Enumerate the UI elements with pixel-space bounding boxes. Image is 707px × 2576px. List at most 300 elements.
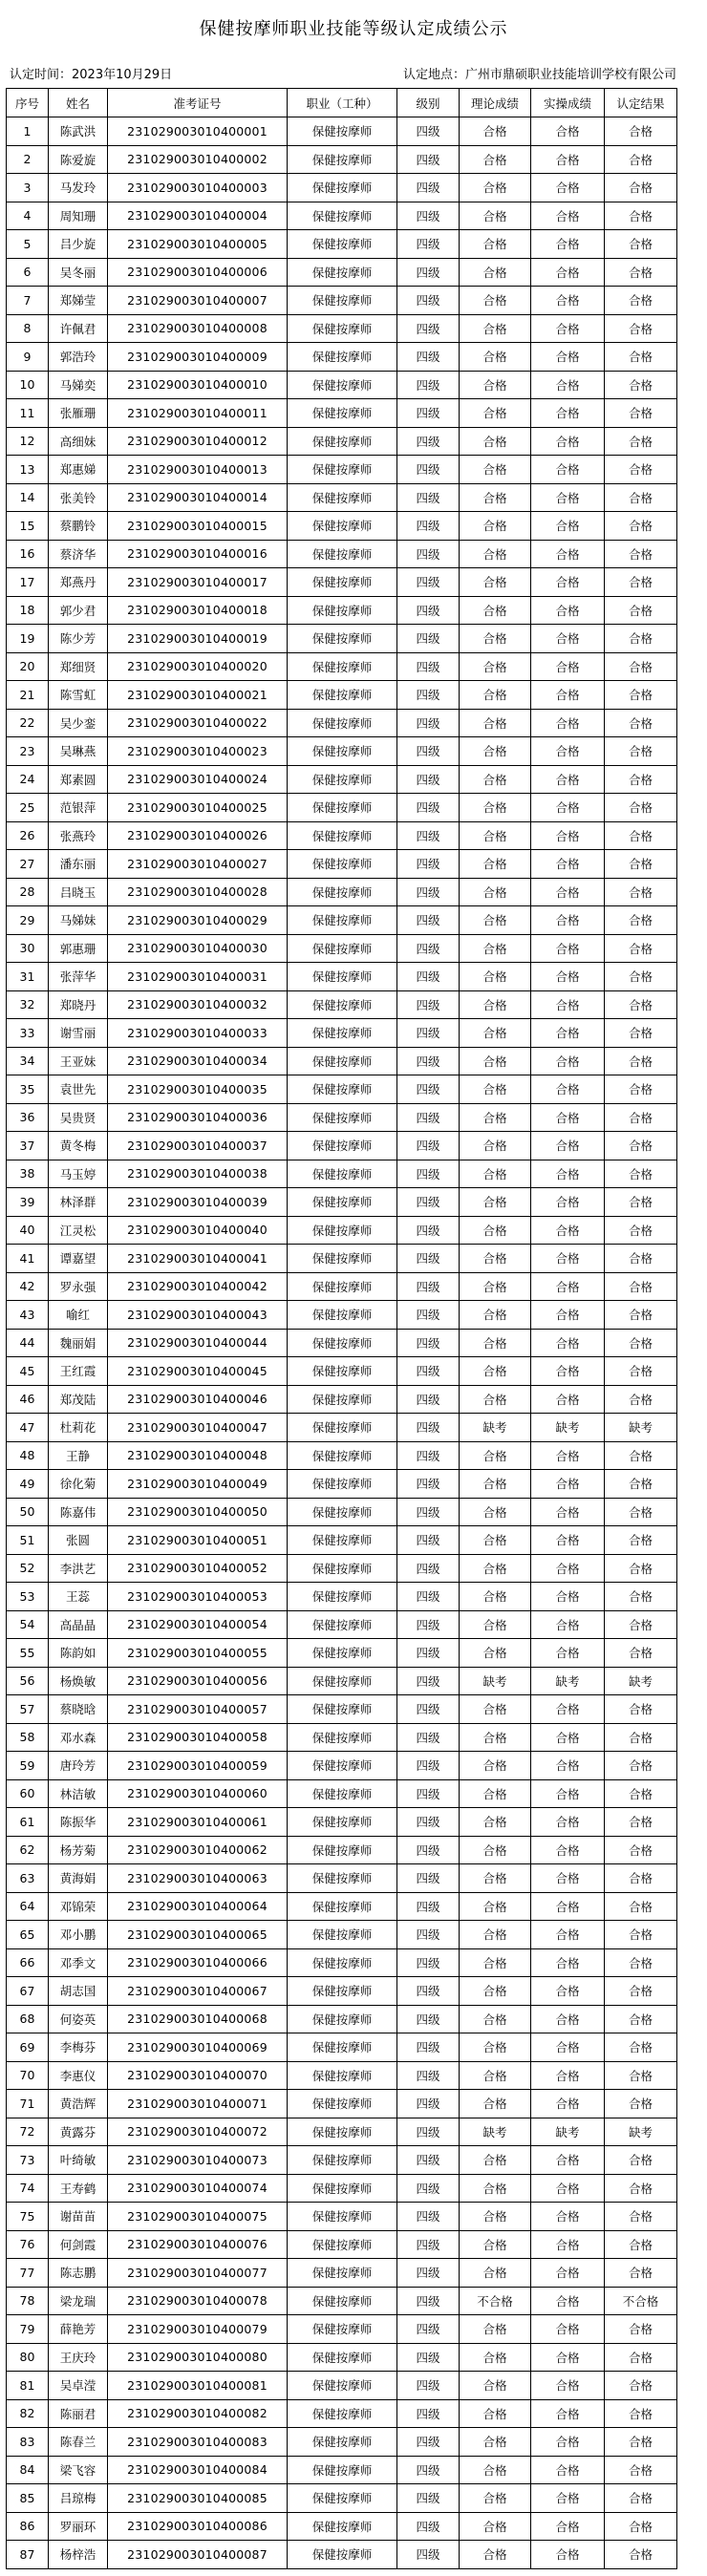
cell-exam-id: 231029003010400030 xyxy=(108,934,288,963)
cell-name: 杜莉花 xyxy=(49,1414,108,1442)
cell-practice: 合格 xyxy=(531,1892,605,1921)
cell-result: 合格 xyxy=(605,1921,677,1949)
cell-theory: 合格 xyxy=(460,258,531,287)
cell-no: 55 xyxy=(7,1639,49,1668)
cell-practice: 合格 xyxy=(531,2399,605,2428)
cell-job: 保健按摩师 xyxy=(288,1019,397,1048)
cell-job: 保健按摩师 xyxy=(288,1385,397,1414)
cell-theory: 合格 xyxy=(460,343,531,372)
cell-result: 合格 xyxy=(605,343,677,372)
cell-theory: 合格 xyxy=(460,709,531,737)
cell-practice: 合格 xyxy=(531,2512,605,2541)
cell-practice: 合格 xyxy=(531,1160,605,1188)
cell-no: 74 xyxy=(7,2174,49,2203)
table-row xyxy=(7,1695,677,1724)
cell-result: 合格 xyxy=(605,2061,677,2090)
cell-practice: 合格 xyxy=(531,174,605,202)
cell-level: 四级 xyxy=(397,1779,460,1808)
cell-no: 58 xyxy=(7,1723,49,1752)
cell-result: 合格 xyxy=(605,287,677,315)
cell-practice: 合格 xyxy=(531,2343,605,2372)
cell-result: 合格 xyxy=(605,709,677,737)
table-row xyxy=(7,1526,677,1555)
cell-result: 合格 xyxy=(605,1498,677,1526)
cell-practice: 合格 xyxy=(531,427,605,456)
cell-no: 8 xyxy=(7,314,49,343)
cell-job: 保健按摩师 xyxy=(288,117,397,146)
cell-name: 吴贵贤 xyxy=(49,1103,108,1132)
cell-exam-id: 231029003010400081 xyxy=(108,2372,288,2400)
cell-job: 保健按摩师 xyxy=(288,2061,397,2090)
cell-job: 保健按摩师 xyxy=(288,174,397,202)
cell-no: 60 xyxy=(7,1779,49,1808)
cell-practice: 合格 xyxy=(531,2484,605,2513)
cell-level: 四级 xyxy=(397,1160,460,1188)
cell-level: 四级 xyxy=(397,1921,460,1949)
cell-result: 缺考 xyxy=(605,1414,677,1442)
cell-practice: 合格 xyxy=(531,1583,605,1611)
cell-name: 马娣奕 xyxy=(49,371,108,399)
cell-no: 12 xyxy=(7,427,49,456)
cell-practice: 合格 xyxy=(531,1977,605,2006)
cell-exam-id: 231029003010400064 xyxy=(108,1892,288,1921)
cell-no: 77 xyxy=(7,2259,49,2288)
cell-practice: 合格 xyxy=(531,1779,605,1808)
table-row xyxy=(7,1723,677,1752)
cell-result: 合格 xyxy=(605,1216,677,1245)
cell-practice: 合格 xyxy=(531,1103,605,1132)
table-row xyxy=(7,1583,677,1611)
cell-no: 65 xyxy=(7,1921,49,1949)
cell-theory: 合格 xyxy=(460,2230,531,2259)
cell-theory: 合格 xyxy=(460,1216,531,1245)
cell-result: 合格 xyxy=(605,850,677,879)
cell-level: 四级 xyxy=(397,934,460,963)
cell-level: 四级 xyxy=(397,2146,460,2175)
cell-practice: 合格 xyxy=(531,258,605,287)
table-row xyxy=(7,990,677,1019)
cell-job: 保健按摩师 xyxy=(288,821,397,850)
cell-job: 保健按摩师 xyxy=(288,2033,397,2062)
cell-no: 79 xyxy=(7,2315,49,2344)
cell-name: 林洁敏 xyxy=(49,1779,108,1808)
cell-practice: 合格 xyxy=(531,1272,605,1301)
cell-practice: 合格 xyxy=(531,2174,605,2203)
cell-job: 保健按摩师 xyxy=(288,1948,397,1977)
cell-level: 四级 xyxy=(397,371,460,399)
table-row xyxy=(7,596,677,625)
cell-no: 49 xyxy=(7,1470,49,1499)
cell-exam-id: 231029003010400071 xyxy=(108,2090,288,2118)
cell-job: 保健按摩师 xyxy=(288,568,397,597)
cell-result: 合格 xyxy=(605,1245,677,1273)
cell-exam-id: 231029003010400031 xyxy=(108,963,288,991)
table-row xyxy=(7,709,677,737)
cell-exam-id: 231029003010400037 xyxy=(108,1132,288,1160)
cell-level: 四级 xyxy=(397,2428,460,2457)
cell-practice: 合格 xyxy=(531,2287,605,2315)
cell-level: 四级 xyxy=(397,117,460,146)
cell-name: 张雁珊 xyxy=(49,399,108,428)
cell-name: 杨梓浩 xyxy=(49,2541,108,2569)
cell-theory: 合格 xyxy=(460,681,531,710)
cell-result: 合格 xyxy=(605,821,677,850)
cell-exam-id: 231029003010400078 xyxy=(108,2287,288,2315)
cell-name: 唐玲芳 xyxy=(49,1752,108,1780)
cell-practice: 合格 xyxy=(531,2315,605,2344)
cell-job: 保健按摩师 xyxy=(288,2230,397,2259)
cell-job: 保健按摩师 xyxy=(288,512,397,541)
table-row xyxy=(7,2428,677,2457)
cell-practice: 合格 xyxy=(531,1019,605,1048)
cell-result: 合格 xyxy=(605,117,677,146)
cell-job: 保健按摩师 xyxy=(288,794,397,822)
cell-name: 陈春兰 xyxy=(49,2428,108,2457)
cell-practice: 合格 xyxy=(531,371,605,399)
cell-result: 合格 xyxy=(605,2372,677,2400)
cell-no: 75 xyxy=(7,2203,49,2231)
cell-no: 68 xyxy=(7,2005,49,2033)
cell-name: 郑晓丹 xyxy=(49,990,108,1019)
cell-no: 26 xyxy=(7,821,49,850)
cell-level: 四级 xyxy=(397,652,460,681)
cell-practice: 合格 xyxy=(531,652,605,681)
cell-level: 四级 xyxy=(397,512,460,541)
cell-theory: 合格 xyxy=(460,427,531,456)
cell-practice: 合格 xyxy=(531,2541,605,2569)
cell-result: 合格 xyxy=(605,230,677,259)
cell-exam-id: 231029003010400021 xyxy=(108,681,288,710)
cell-job: 保健按摩师 xyxy=(288,1836,397,1864)
cell-result: 合格 xyxy=(605,456,677,484)
cell-exam-id: 231029003010400046 xyxy=(108,1385,288,1414)
cell-name: 吕少旋 xyxy=(49,230,108,259)
cell-theory: 合格 xyxy=(460,145,531,174)
cell-exam-id: 231029003010400080 xyxy=(108,2343,288,2372)
cell-job: 保健按摩师 xyxy=(288,1103,397,1132)
cell-level: 四级 xyxy=(397,2343,460,2372)
table-row xyxy=(7,1498,677,1526)
cell-level: 四级 xyxy=(397,2399,460,2428)
cell-job: 保健按摩师 xyxy=(288,2287,397,2315)
cell-result: 合格 xyxy=(605,1864,677,1893)
cell-exam-id: 231029003010400028 xyxy=(108,878,288,906)
table-row xyxy=(7,878,677,906)
cell-no: 47 xyxy=(7,1414,49,1442)
cell-job: 保健按摩师 xyxy=(288,2372,397,2400)
table-row xyxy=(7,2230,677,2259)
cell-exam-id: 231029003010400016 xyxy=(108,540,288,568)
cell-exam-id: 231029003010400050 xyxy=(108,1498,288,1526)
cell-result: 合格 xyxy=(605,2230,677,2259)
cell-job: 保健按摩师 xyxy=(288,1357,397,1386)
cell-practice: 合格 xyxy=(531,1132,605,1160)
cell-name: 陈振华 xyxy=(49,1808,108,1837)
cell-level: 四级 xyxy=(397,2005,460,2033)
cell-level: 四级 xyxy=(397,174,460,202)
cell-result: 合格 xyxy=(605,681,677,710)
cell-level: 四级 xyxy=(397,2372,460,2400)
cell-level: 四级 xyxy=(397,1723,460,1752)
cell-level: 四级 xyxy=(397,202,460,230)
cell-practice: 合格 xyxy=(531,2456,605,2484)
cell-exam-id: 231029003010400045 xyxy=(108,1357,288,1386)
cell-job: 保健按摩师 xyxy=(288,540,397,568)
cell-no: 48 xyxy=(7,1441,49,1470)
cell-exam-id: 231029003010400052 xyxy=(108,1554,288,1583)
cell-exam-id: 231029003010400040 xyxy=(108,1216,288,1245)
cell-job: 保健按摩师 xyxy=(288,737,397,766)
cell-exam-id: 231029003010400076 xyxy=(108,2230,288,2259)
cell-practice: 合格 xyxy=(531,2061,605,2090)
header-name: 姓名 xyxy=(49,89,108,117)
cell-theory: 合格 xyxy=(460,794,531,822)
cell-theory: 合格 xyxy=(460,1470,531,1499)
cell-no: 76 xyxy=(7,2230,49,2259)
cell-no: 6 xyxy=(7,258,49,287)
cell-exam-id: 231029003010400033 xyxy=(108,1019,288,1048)
cell-exam-id: 231029003010400084 xyxy=(108,2456,288,2484)
cell-theory: 合格 xyxy=(460,1329,531,1357)
cell-job: 保健按摩师 xyxy=(288,314,397,343)
cell-result: 合格 xyxy=(605,1272,677,1301)
cell-no: 66 xyxy=(7,1948,49,1977)
table-row xyxy=(7,1132,677,1160)
cell-practice: 合格 xyxy=(531,1554,605,1583)
cell-level: 四级 xyxy=(397,681,460,710)
cell-no: 72 xyxy=(7,2118,49,2146)
cell-level: 四级 xyxy=(397,314,460,343)
cell-name: 谢雪丽 xyxy=(49,1019,108,1048)
cell-job: 保健按摩师 xyxy=(288,1639,397,1668)
cell-exam-id: 231029003010400049 xyxy=(108,1470,288,1499)
cell-job: 保健按摩师 xyxy=(288,2315,397,2344)
cell-theory: 缺考 xyxy=(460,2118,531,2146)
cell-name: 杨焕敏 xyxy=(49,1667,108,1695)
cell-practice: 合格 xyxy=(531,456,605,484)
cell-no: 54 xyxy=(7,1610,49,1639)
cell-practice: 合格 xyxy=(531,990,605,1019)
cell-theory: 合格 xyxy=(460,1977,531,2006)
cell-level: 四级 xyxy=(397,287,460,315)
cell-no: 7 xyxy=(7,287,49,315)
cell-result: 合格 xyxy=(605,145,677,174)
cell-job: 保健按摩师 xyxy=(288,2090,397,2118)
cell-no: 4 xyxy=(7,202,49,230)
cell-result: 合格 xyxy=(605,512,677,541)
cell-job: 保健按摩师 xyxy=(288,1779,397,1808)
cell-job: 保健按摩师 xyxy=(288,1498,397,1526)
cell-level: 四级 xyxy=(397,2512,460,2541)
cell-practice: 合格 xyxy=(531,202,605,230)
cell-exam-id: 231029003010400034 xyxy=(108,1047,288,1075)
cell-result: 合格 xyxy=(605,1639,677,1668)
cell-job: 保健按摩师 xyxy=(288,2203,397,2231)
cell-level: 四级 xyxy=(397,821,460,850)
cell-no: 16 xyxy=(7,540,49,568)
cell-level: 四级 xyxy=(397,1441,460,1470)
cell-job: 保健按摩师 xyxy=(288,1723,397,1752)
cell-theory: 合格 xyxy=(460,1948,531,1977)
cell-name: 喻红 xyxy=(49,1301,108,1330)
cell-no: 83 xyxy=(7,2428,49,2457)
cell-job: 保健按摩师 xyxy=(288,145,397,174)
cell-level: 四级 xyxy=(397,709,460,737)
cell-result: 合格 xyxy=(605,1301,677,1330)
cell-no: 32 xyxy=(7,990,49,1019)
cell-exam-id: 231029003010400067 xyxy=(108,1977,288,2006)
cell-no: 86 xyxy=(7,2512,49,2541)
cell-exam-id: 231029003010400006 xyxy=(108,258,288,287)
cell-practice: 合格 xyxy=(531,1245,605,1273)
table-row xyxy=(7,2061,677,2090)
cell-level: 四级 xyxy=(397,2484,460,2513)
cell-name: 李惠仪 xyxy=(49,2061,108,2090)
cell-practice: 合格 xyxy=(531,850,605,879)
cell-job: 保健按摩师 xyxy=(288,1272,397,1301)
table-row xyxy=(7,456,677,484)
cell-theory: 缺考 xyxy=(460,1414,531,1442)
cell-level: 四级 xyxy=(397,1977,460,2006)
cell-name: 邓小鹏 xyxy=(49,1921,108,1949)
cell-result: 合格 xyxy=(605,427,677,456)
cell-exam-id: 231029003010400072 xyxy=(108,2118,288,2146)
cell-level: 四级 xyxy=(397,1836,460,1864)
cell-name: 高晶晶 xyxy=(49,1610,108,1639)
cell-exam-id: 231029003010400051 xyxy=(108,1526,288,1555)
cell-level: 四级 xyxy=(397,1385,460,1414)
cell-practice: 合格 xyxy=(531,343,605,372)
cell-exam-id: 231029003010400083 xyxy=(108,2428,288,2457)
table-row xyxy=(7,1075,677,1104)
cell-job: 保健按摩师 xyxy=(288,1301,397,1330)
table-row xyxy=(7,1554,677,1583)
cell-result: 合格 xyxy=(605,1329,677,1357)
cell-no: 50 xyxy=(7,1498,49,1526)
cell-practice: 合格 xyxy=(531,934,605,963)
cell-level: 四级 xyxy=(397,1470,460,1499)
cell-level: 四级 xyxy=(397,2203,460,2231)
table-row xyxy=(7,1216,677,1245)
cell-name: 范银萍 xyxy=(49,794,108,822)
cell-result: 合格 xyxy=(605,1779,677,1808)
cell-name: 张圆 xyxy=(49,1526,108,1555)
cell-result: 合格 xyxy=(605,1892,677,1921)
cell-theory: 合格 xyxy=(460,2399,531,2428)
cell-no: 23 xyxy=(7,737,49,766)
cell-theory: 合格 xyxy=(460,1075,531,1104)
cell-no: 52 xyxy=(7,1554,49,1583)
cell-name: 陈少芳 xyxy=(49,625,108,653)
cell-level: 四级 xyxy=(397,2174,460,2203)
cell-level: 四级 xyxy=(397,1752,460,1780)
cell-level: 四级 xyxy=(397,596,460,625)
cell-theory: 合格 xyxy=(460,2372,531,2400)
cell-exam-id: 231029003010400005 xyxy=(108,230,288,259)
table-row xyxy=(7,2399,677,2428)
cell-practice: 缺考 xyxy=(531,2118,605,2146)
cell-no: 10 xyxy=(7,371,49,399)
cell-job: 保健按摩师 xyxy=(288,2118,397,2146)
cell-job: 保健按摩师 xyxy=(288,1752,397,1780)
cell-job: 保健按摩师 xyxy=(288,878,397,906)
cell-theory: 合格 xyxy=(460,821,531,850)
cell-level: 四级 xyxy=(397,2259,460,2288)
cell-job: 保健按摩师 xyxy=(288,1526,397,1555)
cell-job: 保健按摩师 xyxy=(288,1441,397,1470)
table-row xyxy=(7,737,677,766)
cell-no: 22 xyxy=(7,709,49,737)
cell-no: 44 xyxy=(7,1329,49,1357)
cell-exam-id: 231029003010400032 xyxy=(108,990,288,1019)
cell-exam-id: 231029003010400086 xyxy=(108,2512,288,2541)
cell-no: 19 xyxy=(7,625,49,653)
cell-theory: 合格 xyxy=(460,1864,531,1893)
cell-job: 保健按摩师 xyxy=(288,990,397,1019)
cell-level: 四级 xyxy=(397,1583,460,1611)
cell-exam-id: 231029003010400022 xyxy=(108,709,288,737)
cell-result: 合格 xyxy=(605,2259,677,2288)
cell-exam-id: 231029003010400069 xyxy=(108,2033,288,2062)
cell-theory: 合格 xyxy=(460,990,531,1019)
cell-result: 合格 xyxy=(605,1357,677,1386)
cell-practice: 合格 xyxy=(531,1752,605,1780)
cell-no: 40 xyxy=(7,1216,49,1245)
table-row xyxy=(7,794,677,822)
cell-no: 56 xyxy=(7,1667,49,1695)
cell-result: 合格 xyxy=(605,990,677,1019)
cell-no: 39 xyxy=(7,1188,49,1217)
table-row xyxy=(7,2372,677,2400)
cell-result: 合格 xyxy=(605,625,677,653)
cell-exam-id: 231029003010400019 xyxy=(108,625,288,653)
cell-practice: 合格 xyxy=(531,1301,605,1330)
cell-level: 四级 xyxy=(397,2118,460,2146)
cell-result: 合格 xyxy=(605,1836,677,1864)
cell-level: 四级 xyxy=(397,1188,460,1217)
cell-exam-id: 231029003010400075 xyxy=(108,2203,288,2231)
cell-practice: 合格 xyxy=(531,1075,605,1104)
cell-level: 四级 xyxy=(397,737,460,766)
cell-job: 保健按摩师 xyxy=(288,765,397,794)
cell-result: 合格 xyxy=(605,2315,677,2344)
cell-name: 李洪艺 xyxy=(49,1554,108,1583)
cell-name: 罗永强 xyxy=(49,1272,108,1301)
cell-name: 许佩君 xyxy=(49,314,108,343)
cell-result: 合格 xyxy=(605,314,677,343)
cell-theory: 合格 xyxy=(460,1132,531,1160)
cell-no: 5 xyxy=(7,230,49,259)
cell-exam-id: 231029003010400002 xyxy=(108,145,288,174)
cell-theory: 合格 xyxy=(460,906,531,935)
cell-theory: 合格 xyxy=(460,287,531,315)
cell-name: 吴卓滢 xyxy=(49,2372,108,2400)
cell-name: 马玉婷 xyxy=(49,1160,108,1188)
cell-exam-id: 231029003010400001 xyxy=(108,117,288,146)
table-header xyxy=(7,89,677,117)
cell-name: 蔡鹏铃 xyxy=(49,512,108,541)
cell-result: 合格 xyxy=(605,878,677,906)
cell-job: 保健按摩师 xyxy=(288,202,397,230)
cell-theory: 合格 xyxy=(460,1554,531,1583)
cell-exam-id: 231029003010400035 xyxy=(108,1075,288,1104)
cell-exam-id: 231029003010400007 xyxy=(108,287,288,315)
cell-level: 四级 xyxy=(397,1047,460,1075)
cell-level: 四级 xyxy=(397,1132,460,1160)
cell-theory: 合格 xyxy=(460,878,531,906)
cell-level: 四级 xyxy=(397,2033,460,2062)
cell-name: 王蕊 xyxy=(49,1583,108,1611)
